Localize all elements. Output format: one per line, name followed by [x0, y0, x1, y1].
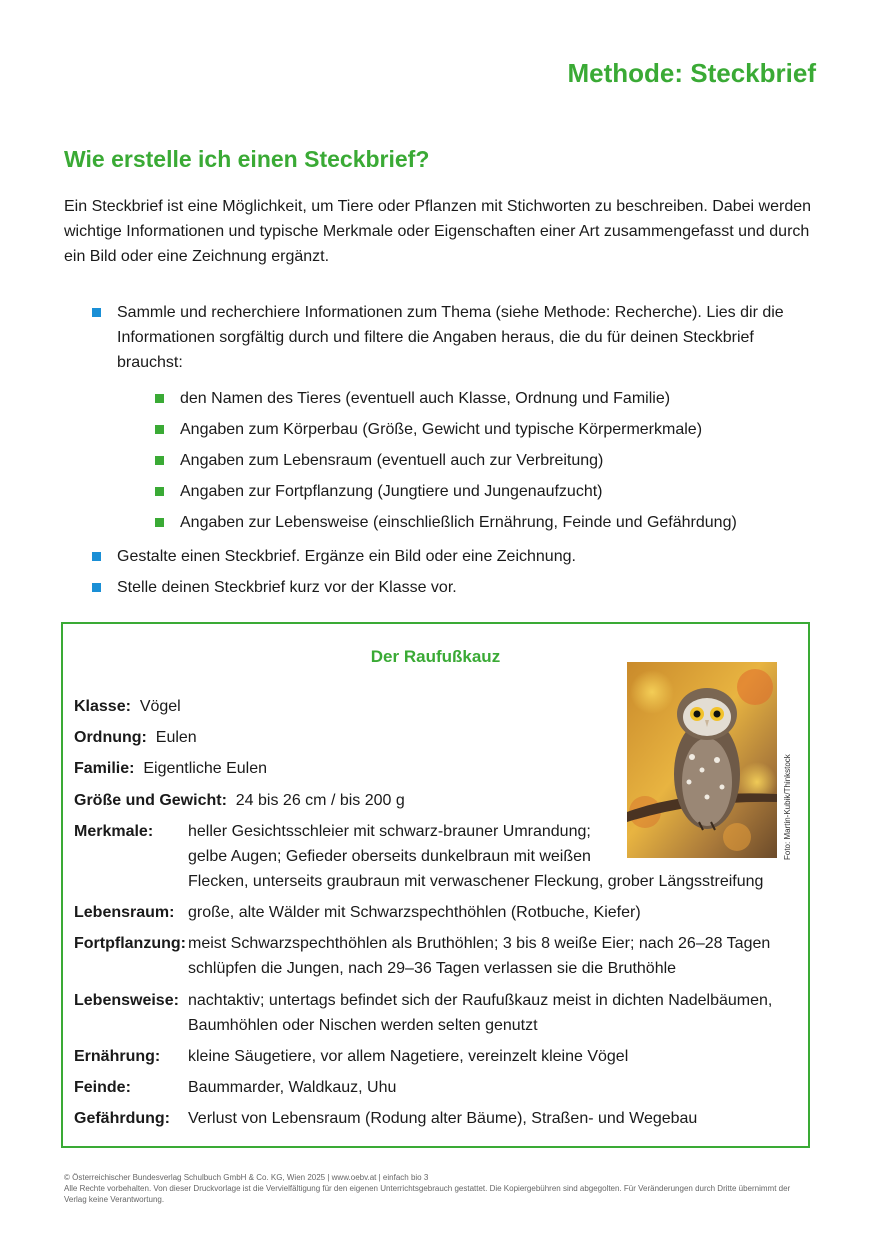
fact-ernaehrung	[74, 1044, 794, 1069]
fact-ordnung	[74, 725, 197, 750]
fact-value: Eulen	[155, 729, 197, 746]
photo-credit: Foto: Martin-Kubik/Thinkstock	[783, 754, 792, 860]
card-title: Der Raufußkauz	[370, 647, 501, 666]
list-item	[0, 510, 890, 541]
fact-value: meist Schwarzspechthöhlen als Bruthöhlen; 3 bis 8 weiße Eier; nach 26–28 Tagen schlüpfen die Jungen, nach 29–36 Tagen verlassen sie die Bruthöhle	[188, 935, 771, 977]
fact-value: Vögel	[139, 698, 181, 715]
list-item	[0, 544, 890, 569]
fact-lebensraum	[74, 900, 794, 925]
fact-value-line: gelbe Augen; Gefieder oberseits dunkelbraun mit weißen	[188, 848, 591, 865]
step-text: Stelle deinen Steckbrief kurz vor der Klasse vor.	[117, 579, 457, 596]
substep-text: den Namen des Tieres (eventuell auch Klasse, Ordnung und Familie)	[180, 390, 671, 407]
section-title: Wie erstelle ich einen Steckbrief?	[64, 146, 430, 172]
substep-text: Angaben zum Lebensraum (eventuell auch zur Verbreitung)	[180, 452, 604, 469]
fact-label: Ordnung:	[74, 729, 147, 746]
fact-groesse	[74, 788, 405, 813]
fact-label: Lebensraum:	[74, 904, 175, 921]
fact-label: Lebensweise:	[74, 992, 179, 1009]
list-item	[0, 417, 890, 448]
blue-square-icon	[92, 552, 101, 561]
fact-value-line: Flecken, unterseits graubraun mit verwaschener Fleckung, grober Längsstreifung	[188, 873, 764, 890]
fact-value: Eigentliche Eulen	[143, 760, 267, 777]
fact-label: Familie:	[74, 760, 135, 777]
page-title: Methode: Steckbrief	[567, 58, 816, 88]
fact-sheet-card	[61, 622, 810, 1148]
list-item	[0, 575, 890, 600]
fact-lebensweise	[74, 988, 794, 1038]
intro-paragraph: Ein Steckbrief ist eine Möglichkeit, um Tiere oder Pflanzen mit Stichworten zu beschreiben. Dabei werden wichtige Informationen und typische Merkmale oder Eigenschaften einer Art zusammengefasst und durch ein Bild oder eine Zeichnung ergänzt.	[64, 198, 812, 265]
step-text: Sammle und recherchiere Informationen zum Thema (siehe Methode: Recherche). Lies dir die Informationen sorgfältig durch und filtere die Angaben heraus, die du für deinen Steckbrief brauchst:	[117, 304, 784, 371]
blue-square-icon	[92, 308, 101, 317]
step-text: Gestalte einen Steckbrief. Ergänze ein Bild oder eine Zeichnung.	[117, 548, 576, 565]
fact-merkmale	[74, 819, 794, 894]
fact-klasse	[74, 694, 181, 719]
green-square-icon	[155, 394, 164, 403]
blue-square-icon	[92, 583, 101, 592]
fact-feinde	[74, 1075, 794, 1100]
fact-label: Klasse:	[74, 698, 131, 715]
list-item	[0, 479, 890, 510]
copyright-line: © Österreichischer Bundesverlag Schulbuch GmbH & Co. KG, Wien 2025 | www.oebv.at | einfach bio 3	[64, 1173, 429, 1182]
fact-fortpflanzung	[74, 931, 794, 981]
substep-text: Angaben zum Körperbau (Größe, Gewicht und typische Körpermerkmale)	[180, 421, 703, 438]
footer	[64, 1172, 804, 1205]
list-item	[0, 448, 890, 479]
green-square-icon	[155, 487, 164, 496]
fact-label: Ernährung:	[74, 1048, 161, 1065]
fact-familie	[74, 756, 267, 781]
substeps-list	[0, 386, 890, 541]
substep-text: Angaben zur Lebensweise (einschließlich Ernährung, Feinde und Gefährdung)	[180, 514, 737, 531]
list-item	[0, 386, 890, 417]
fact-label: Fortpflanzung:	[74, 935, 186, 952]
green-square-icon	[155, 425, 164, 434]
fact-label: Gefährdung:	[74, 1110, 170, 1127]
fact-value: 24 bis 26 cm / bis 200 g	[235, 792, 405, 809]
list-item	[0, 300, 890, 541]
fact-label: Feinde:	[74, 1079, 131, 1096]
fact-label: Größe und Gewicht:	[74, 792, 227, 809]
rights-notice: Alle Rechte vorbehalten. Von dieser Druckvorlage ist die Vervielfältigung für den eigenen Unterrichtsgebrauch gestattet. Die Kopiergebühren sind abgegolten. Für Veränderungen durch Dritte übernimmt der Verlag keine Verantwortung.	[64, 1184, 791, 1204]
fact-value: große, alte Wälder mit Schwarzspechthöhlen (Rotbuche, Kiefer)	[188, 904, 641, 921]
green-square-icon	[155, 518, 164, 527]
fact-value: nachtaktiv; untertags befindet sich der Raufußkauz meist in dichten Nadelbäumen, Baumhöhlen oder Nischen werden selten genutzt	[188, 992, 773, 1034]
steps-list	[0, 300, 890, 600]
substep-text: Angaben zur Fortpflanzung (Jungtiere und Jungenaufzucht)	[180, 483, 603, 500]
fact-value: Baummarder, Waldkauz, Uhu	[188, 1079, 397, 1096]
fact-value-line: heller Gesichtsschleier mit schwarz-brauner Umrandung;	[188, 823, 591, 840]
fact-value: kleine Säugetiere, vor allem Nagetiere, vereinzelt kleine Vögel	[188, 1048, 629, 1065]
green-square-icon	[155, 456, 164, 465]
fact-gefaehrdung	[74, 1106, 794, 1131]
fact-value: Verlust von Lebensraum (Rodung alter Bäume), Straßen- und Wegebau	[188, 1110, 698, 1127]
fact-label: Merkmale:	[74, 823, 154, 840]
